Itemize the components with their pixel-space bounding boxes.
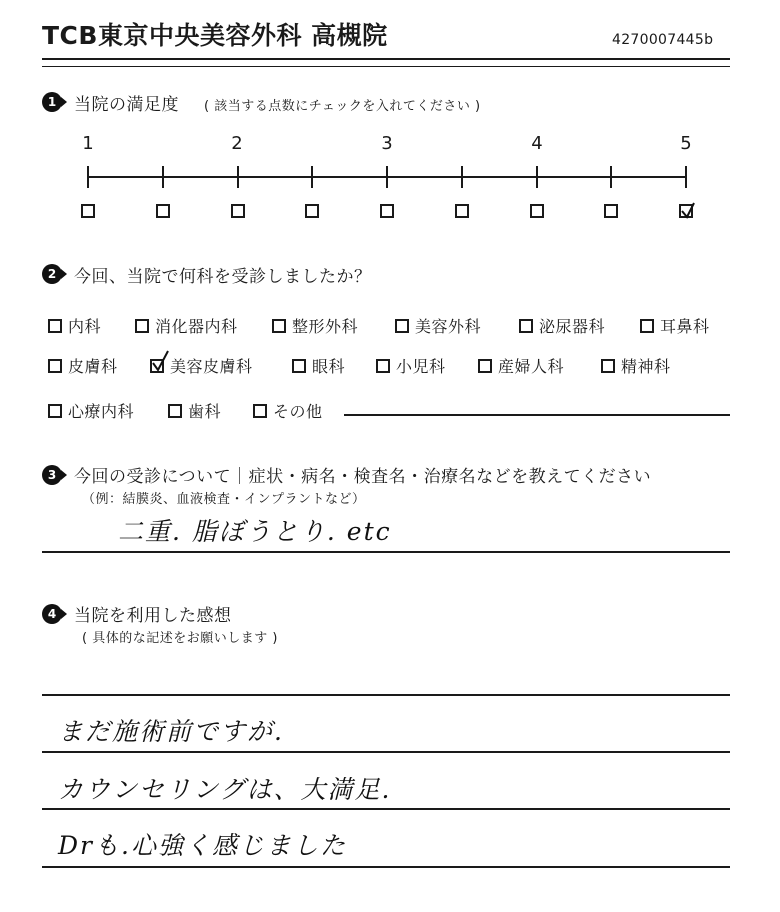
question-4-hint: ( 具体的な記述をお願いします ) xyxy=(82,631,278,646)
scale-tick xyxy=(536,166,538,188)
department-option-label: 耳鼻科 xyxy=(660,317,710,336)
department-option[interactable] xyxy=(48,399,134,422)
department-checkbox[interactable] xyxy=(48,359,62,373)
question-2-label: 今回、当院で何科を受診しましたか？ xyxy=(74,267,372,287)
department-option-label: 精神科 xyxy=(621,357,671,376)
question-3-number-badge: 3 xyxy=(42,465,62,485)
department-option[interactable] xyxy=(292,354,345,377)
scale-label-1: 1 xyxy=(82,133,94,154)
department-option[interactable] xyxy=(376,354,446,377)
department-option-label: 小児科 xyxy=(396,357,446,376)
question-2-number-badge: 2 xyxy=(42,264,62,284)
scale-tick xyxy=(461,166,463,188)
department-option[interactable] xyxy=(519,314,605,337)
department-checkbox[interactable] xyxy=(48,319,62,333)
department-option[interactable] xyxy=(48,314,101,337)
department-option-label: 内科 xyxy=(68,317,102,336)
satisfaction-checkbox-7[interactable] xyxy=(530,204,544,218)
page-title: TCB東京中央美容外科 高槻院 xyxy=(42,21,388,50)
scale-label-4: 4 xyxy=(531,133,543,154)
question-4-handwritten-answer-3: Drも.心強く感じました xyxy=(58,831,347,860)
scale-label-5: 5 xyxy=(680,133,692,154)
question-4-answer-line-1[interactable] xyxy=(42,694,730,696)
satisfaction-checkbox-8[interactable] xyxy=(604,204,618,218)
satisfaction-checkbox-4[interactable] xyxy=(305,204,319,218)
department-option-label: 美容皮膚科 xyxy=(170,357,253,376)
department-option[interactable] xyxy=(395,314,481,337)
department-checkbox[interactable] xyxy=(601,359,615,373)
department-option-label: 歯科 xyxy=(188,402,222,421)
question-4-handwritten-answer-1: まだ施術前ですが. xyxy=(58,717,284,746)
department-checkbox[interactable] xyxy=(135,319,149,333)
question-1-number-badge: 1 xyxy=(42,92,62,112)
scale-tick xyxy=(386,166,388,188)
department-option[interactable] xyxy=(640,314,710,337)
question-3-label: 今回の受診について｜症状・病名・検査名・治療名などを教えてください xyxy=(74,467,652,487)
satisfaction-checkbox-5[interactable] xyxy=(380,204,394,218)
department-option[interactable] xyxy=(135,314,238,337)
scale-label-2: 2 xyxy=(231,133,243,154)
scale-tick xyxy=(311,166,313,188)
check-mark-icon xyxy=(150,349,172,373)
department-checkbox[interactable] xyxy=(395,319,409,333)
department-option[interactable] xyxy=(478,354,564,377)
question-3-handwritten-answer: 二重. 脂ぼうとり. etc xyxy=(118,517,392,546)
question-4-answer-line-4[interactable] xyxy=(42,866,730,868)
check-mark-icon xyxy=(679,202,697,220)
question-1-hint: ( 該当する点数にチェックを入れてください ) xyxy=(204,99,481,114)
department-option-label: 産婦人科 xyxy=(498,357,565,376)
satisfaction-checkbox-9[interactable] xyxy=(679,204,693,218)
department-option[interactable] xyxy=(253,399,323,422)
department-checkbox[interactable] xyxy=(519,319,533,333)
department-checkbox[interactable] xyxy=(48,404,62,418)
department-option[interactable] xyxy=(150,354,253,377)
department-option-label: 皮膚科 xyxy=(68,357,118,376)
department-checkbox[interactable] xyxy=(272,319,286,333)
scale-tick xyxy=(87,166,89,188)
department-checkbox[interactable] xyxy=(376,359,390,373)
department-checkbox[interactable] xyxy=(292,359,306,373)
scale-tick xyxy=(610,166,612,188)
department-option-label: 美容外科 xyxy=(415,317,482,336)
other-write-in-line[interactable] xyxy=(344,414,730,416)
question-1-label: 当院の満足度 xyxy=(74,95,179,115)
scale-label-3: 3 xyxy=(381,133,393,154)
question-4-handwritten-answer-2: カウンセリングは、大満足. xyxy=(58,775,392,804)
department-checkbox[interactable] xyxy=(640,319,654,333)
question-4-number-badge: 4 xyxy=(42,604,62,624)
question-4-answer-line-2[interactable] xyxy=(42,751,730,753)
department-option[interactable] xyxy=(168,399,221,422)
document-id: 4270007445b xyxy=(612,32,714,48)
question-4-label: 当院を利用した感想 xyxy=(74,606,232,626)
scale-tick xyxy=(685,166,687,188)
department-option-label: 眼科 xyxy=(312,357,346,376)
department-option[interactable] xyxy=(48,354,118,377)
question-3-answer-line[interactable] xyxy=(42,551,730,553)
department-option[interactable] xyxy=(601,354,671,377)
department-option-label: 消化器内科 xyxy=(155,317,238,336)
satisfaction-checkbox-2[interactable] xyxy=(156,204,170,218)
department-option-label: 泌尿器科 xyxy=(539,317,606,336)
department-option-label: その他 xyxy=(273,402,323,421)
question-3-hint: （例：結膜炎、血液検査・インプラントなど） xyxy=(82,492,366,507)
scale-tick xyxy=(237,166,239,188)
satisfaction-checkbox-3[interactable] xyxy=(231,204,245,218)
department-option[interactable] xyxy=(272,314,358,337)
department-checkbox[interactable] xyxy=(478,359,492,373)
question-4-answer-line-3[interactable] xyxy=(42,808,730,810)
department-option-label: 心療内科 xyxy=(68,402,135,421)
satisfaction-checkbox-6[interactable] xyxy=(455,204,469,218)
department-checkbox[interactable] xyxy=(150,359,164,373)
department-option-label: 整形外科 xyxy=(292,317,359,336)
department-checkbox[interactable] xyxy=(253,404,267,418)
department-checkbox[interactable] xyxy=(168,404,182,418)
scale-tick xyxy=(162,166,164,188)
satisfaction-checkbox-1[interactable] xyxy=(81,204,95,218)
header-divider xyxy=(42,58,730,67)
